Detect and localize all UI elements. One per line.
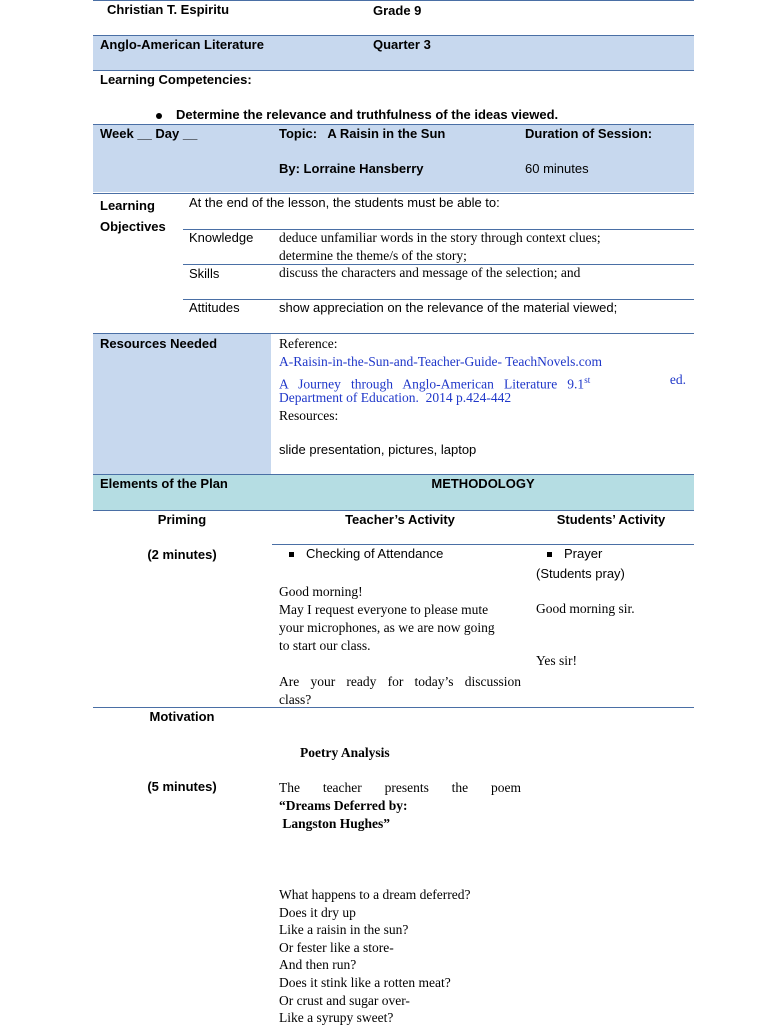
objective-domain-skills: Skills <box>189 266 220 281</box>
bullet-icon <box>156 113 162 119</box>
competency-item: Determine the relevance and truthfulness of the ideas viewed. <box>156 107 558 122</box>
methodology-label: METHODOLOGY <box>431 476 535 491</box>
teacher-bullet-attendance: Checking of Attendance <box>289 546 443 561</box>
student-pray: (Students pray) <box>536 566 625 581</box>
motivation-time: (5 minutes) <box>147 779 217 794</box>
objectives-intro: At the end of the lesson, the students must be able to: <box>189 195 500 210</box>
week-day: Week __ Day __ <box>100 126 198 141</box>
row-divider <box>93 70 694 71</box>
student-greeting: Good morning sir. <box>536 601 635 616</box>
row-divider <box>93 510 694 511</box>
reference-label: Reference: <box>279 336 338 351</box>
motivation-label: Motivation <box>149 709 215 724</box>
poem-title: “Dreams Deferred by: Langston Hughes” <box>279 798 408 831</box>
resources-label-cell <box>93 334 271 474</box>
objective-skills-text: discuss the characters and message of the selection; and <box>279 265 581 280</box>
objectives-label: Learning Objectives <box>100 198 166 234</box>
teacher-name: Christian T. Espiritu <box>107 2 230 17</box>
quarter-label: Quarter 3 <box>373 37 431 52</box>
duration-value: 60 minutes <box>525 161 589 176</box>
duration-label: Duration of Session: <box>525 126 653 141</box>
priming-time: (2 minutes) <box>147 547 217 562</box>
objective-knowledge-text: deduce unfamiliar words in the story through context clues; determine the theme/s of the story; <box>279 230 601 263</box>
teacher-ready-question: Are your ready for today’s discussion class? <box>279 674 521 707</box>
resources-label: Resources Needed <box>100 336 218 351</box>
row-divider <box>93 474 694 475</box>
objective-attitudes-text: show appreciation on the relevance of the material viewed; <box>279 300 618 315</box>
top-border <box>93 0 694 1</box>
poem-intro: The teacher presents the poem <box>279 780 521 795</box>
topic: Topic: A Raisin in the Sun <box>279 126 446 141</box>
col-teacher-activity: Teacher’s Activity <box>345 512 455 527</box>
bullet-icon <box>547 552 552 557</box>
row-divider <box>93 124 694 125</box>
resources-sub-label: Resources: <box>279 408 339 423</box>
reference-link-journey[interactable]: A Journey through Anglo-American Literature 9.1st ed. <box>279 372 686 392</box>
objective-domain-knowledge: Knowledge <box>189 230 254 245</box>
objective-domain-attitudes: Attitudes <box>189 300 240 315</box>
reference-link-deped[interactable]: Department of Education. 2014 p.424-442 <box>279 390 512 405</box>
grade-label: Grade 9 <box>373 3 422 18</box>
reference-link-teachnovels[interactable]: A-Raisin-in-the-Sun-and-Teacher-Guide- TeachNovels.com <box>279 354 602 369</box>
poem-text: What happens to a dream deferred? Does it dry up Like a raisin in the sun? Or fester like a store- And then run? Does it stink like a rotten meat? Or crust and sugar over- Like a syrupy sweet? <box>279 887 471 1026</box>
student-yes: Yes sir! <box>536 653 578 668</box>
col-students-activity: Students’ Activity <box>556 512 666 527</box>
row-divider <box>93 707 694 708</box>
elements-label: Elements of the Plan <box>100 476 228 491</box>
competencies-label: Learning Competencies: <box>100 72 252 87</box>
poetry-title: Poetry Analysis <box>300 745 390 760</box>
teacher-greeting: Good morning! May I request everyone to please mute your microphones, as we are now going to start our class. <box>279 584 495 653</box>
student-bullet-prayer: Prayer <box>547 546 602 561</box>
subject-label: Anglo-American Literature <box>100 37 264 52</box>
row-divider <box>272 544 694 545</box>
row-divider <box>93 193 694 194</box>
bullet-icon <box>289 552 294 557</box>
author: By: Lorraine Hansberry <box>279 161 424 176</box>
resources-value: slide presentation, pictures, laptop <box>279 442 477 457</box>
col-priming: Priming <box>157 512 207 527</box>
